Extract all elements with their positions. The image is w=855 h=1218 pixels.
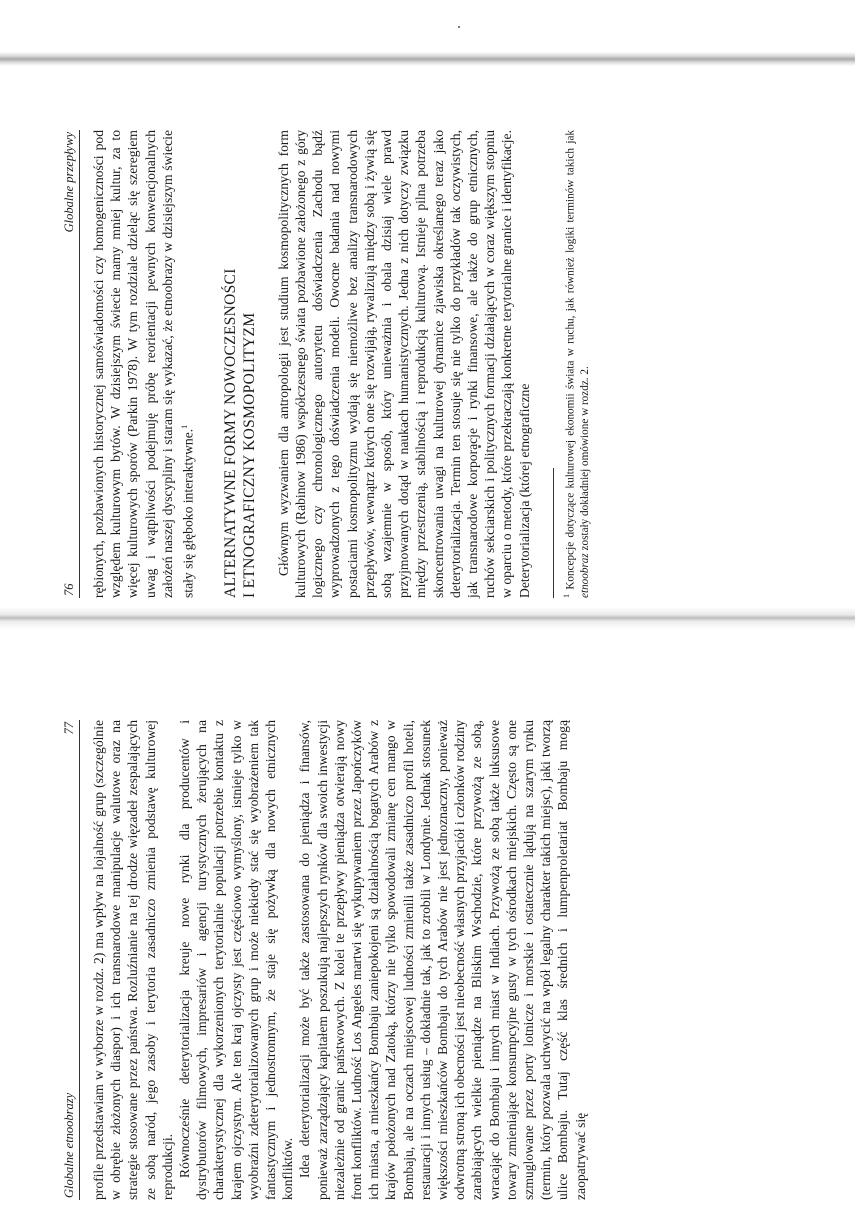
body-paragraph [90, 130, 197, 598]
section-heading-line: I ETNOGRAFICZNY KOSMOPOLITYZM [240, 312, 258, 598]
footnote-rule [553, 468, 554, 598]
body-paragraph: Głównym wyzwaniem dla antropologii jest studium kosmopolitycznych form kulturowych (Rabinow 1986) współczesnego świata pozbawione założonego z góry logicznego czy chronologicznego autorytetu doświadczenia Zachodu bądź wyprowadzonych z tego doświadczenia modeli. Owocne badania nad nowymi postaciami kosmopolityzmu wydają się niemożliwe bez analizy transnarodowych przepływów, wewnątrz których one się rozwijają, rywalizują między sobą i żywią się sobą wzajemnie w sposób, który unieważnia i obala dzisiaj wiele prawd przyjmowanych dotąd w naukach humanistycznych. Jedna z nich dotyczy związku między przestrzenią, stabilnością i reprodukcją kulturową. Istnieje pilna potrzeba skoncentrowania uwagi na kulturowej dynamice zjawiska określanego teraz jako deterytorializacja. Termin ten stosuje się nie tylko do przykładów tak oczywistych, jak transnarodowe korporacje i rynki finansowe, ale także do grup etnicznych, ruchów sekciarskich i politycznych formacji działających w coraz większym stopniu w oparciu o metody, które przekraczają konkretne terytorialne granice i identyfikacje. Deterytorializacja (której etnograficzne [275, 130, 532, 598]
book-page-77 [62, 720, 822, 1200]
footnote [560, 130, 592, 598]
footnote-italic-term: etnoobraz [578, 553, 591, 598]
body-paragraph: profile przedstawiam w wyborze w rozdz. 2) ma wpływ na lojalność grup (szczególnie w obrębie złożonych diaspor) i ich transnarodowe manipulacje walutowe oraz na strategie stosowane przez państwa. Rozluźnianie na tej drodze więzadeł zespalających ze sobą naród, jego zasoby i terytoria zasadniczo zmienia podstawę kulturowej reprodukcji. [91, 720, 175, 1200]
page-number: 77 [62, 722, 76, 735]
body-paragraph: Idea deterytorializacji może być także zastosowana do pieniądza i finansów, ponieważ zarządzający kapitałem poszukują najlepszych rynków dla swoich inwestycji niezależnie od granic państwowych. Z kolei te przepływy pieniądza otwierają nowy front konfliktów. Ludność Los Angeles martwi się wykupywaniem przez Japończyków ich miasta, a mieszkańcy Bombaju zaniepokojeni są działalnością bogatych Arabów z krajów położonych nad Zatoką, którzy nie tylko spowodowali zmianę cen mango w Bombaju, ale na oczach miejscowej ludności zmienili także zasadniczo profil hoteli, restauracji i innych usług – dokładnie tak, jak to zrobili w Londynie. Jednak stosunek większości mieszkańców Bombaju do tych Arabów nie jest jednoznaczny, ponieważ odwrotną stroną ich obecności jest nieobecność własnych przyjaciół i członków rodziny zarabiających wielkie pieniądze na Bliskim Wschodzie, które przywożą ze sobą, wracając do Bombaju i innych miast w Indiach. Przywożą ze sobą także luksusowe towary zmieniające konsumpcyjne gusty w tych ośrodkach miejskich. Często są one szmuglowane przez porty lotnicze i morskie i ostatecznie lądują na szarym rynku (termin, który pozwala uchwycić na wpół legalny charakter takich miejsc), jaki tworzą ulice Bombaju. Tutaj część klas średnich i lumpenproletariat Bombaju mogą zaopatrywać się [297, 720, 588, 1200]
dust-speck [458, 26, 460, 28]
footnote-text: Koncepcje dotyczące kulturowej ekonomii świata w ruchu, jak również logiki terminów takich jak [564, 129, 577, 590]
running-head-title: Globalne przepływy [62, 132, 76, 233]
footnote-text: zostały dokładniej omówione w rozdz. 2. [578, 366, 591, 554]
running-header [62, 720, 80, 1200]
scanner-edge-strip [0, 52, 855, 66]
section-heading [221, 130, 259, 598]
running-header [62, 130, 80, 598]
section-heading-line: ALTERNATYWNE FORMY NOWOCZESNOŚCI [221, 268, 239, 598]
book-page-76 [62, 130, 822, 598]
page-number: 76 [62, 583, 76, 596]
body-paragraph: Równocześnie deterytorializacja kreuje nowe rynki dla producentów i dystrybutorów filmowych, impresariów i agencji turystycznych żerujących na charakterystycznej dla wykorzenionych terytorialnie populacji potrzebie kontaktu z krajem ojczystym. Ale ten kraj ojczysty jest częściowo wymyślony, istnieje tylko w wyobraźni zdeterytorializowanych grup i może niekiedy stać się wyobrażeniem tak fantastycznym i jednostronnym, że staje się pożywką dla nowych etnicznych konfliktów. [177, 720, 296, 1200]
running-head-title: Globalne etnoobrazy [62, 1092, 76, 1198]
paragraph-text: rębionych, pozbawionych historycznej samoświadomości czy homogeniczności pod względem kulturowym bytów. W dzisiejszym świecie mamy mniej kultur, za to więcej kulturowych sporów (Parkin 1978). W tym rozdziale dzieląc się szeregiem uwag i wątpliwości podejmuję próbę reorientacji pewnych konwencjonalnych założeń naszej dyscypliny i staram się wykazać, że etnoobrazy w dzisiejszym świecie stały się głęboko interaktywne. [91, 130, 196, 598]
footnote-marker: 1 [180, 424, 190, 429]
footnote-number: 1 [561, 594, 571, 598]
book-gutter-fold [0, 607, 855, 629]
